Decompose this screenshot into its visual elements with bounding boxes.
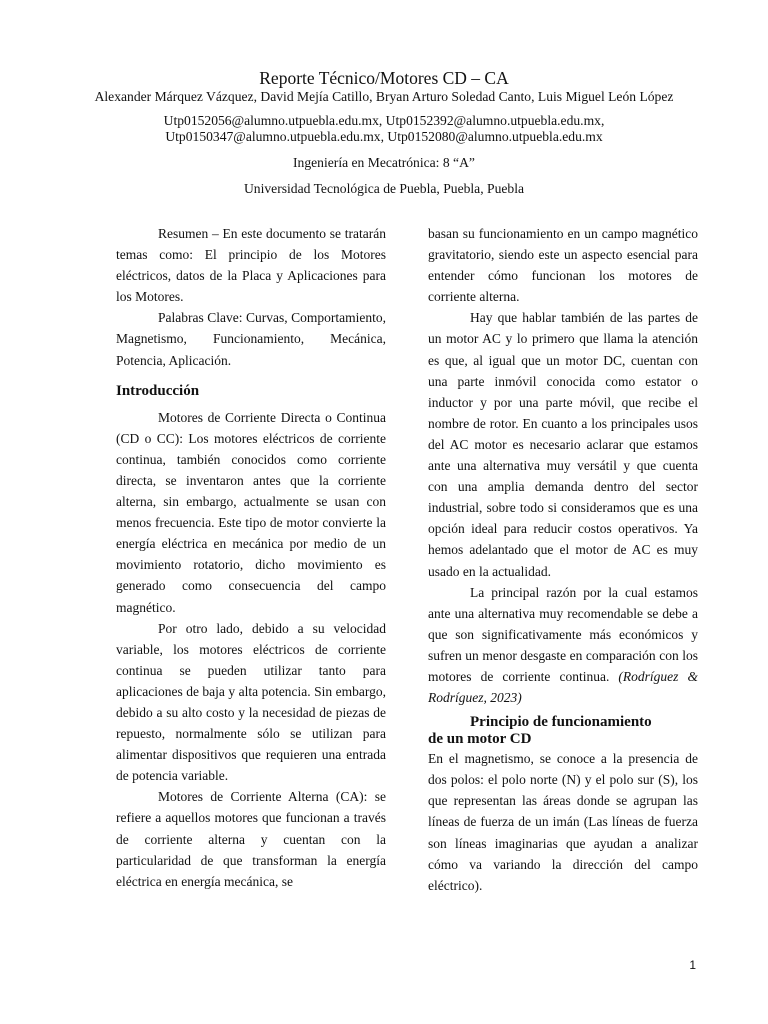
- author-list: Alexander Márquez Vázquez, David Mejía Catillo, Bryan Arturo Soledad Canto, Luis Miguel León López: [94, 89, 674, 104]
- emails-line-1: Utp0152056@alumno.utpuebla.edu.mx, Utp0152392@alumno.utpuebla.edu.mx,: [163, 113, 605, 128]
- right-paragraph-3-text: La principal razón por la cual estamos ante una alternativa muy recomendable se debe a que son significativamente más económicos y sufren un menor desgaste en comparación con los motores de corriente continua.: [428, 584, 698, 684]
- right-paragraph-3: [428, 582, 698, 709]
- left-column: [116, 223, 386, 892]
- right-paragraph-1: basan su funcionamiento en un campo magnético gravitatorio, siendo este un aspecto esencial para entender cómo funcionan los motores de corriente alterna.: [428, 226, 698, 305]
- right-paragraph-4: En el magnetismo, se conoce a la presencia de dos polos: el polo norte (N) y el polo sur (S), los que representan las áreas donde se agrupan las líneas de fuerza de un imán (Las líneas de fuerza son líneas imaginarias que ayudan a analizar cómo va variando la dirección del campo eléctrico).: [428, 751, 698, 893]
- university-line: Universidad Tecnológica de Puebla, Puebla, Puebla: [243, 181, 525, 196]
- paper-header: [40, 68, 728, 197]
- right-paragraph-2: Hay que hablar también de las partes de un motor AC y lo primero que llama la atención es que, al igual que un motor DC, cuentan con una parte inmóvil conocida como estator o inductor y por una parte móvil, que recibe el nombre de rotor. En cuanto a los principales usos del AC motor es necesario aclarar que estamos ante una alternativa muy versátil y que cuenta con una amplia demanda dentro del sector industrial, sobre todo si consideramos que es una opción ideal para reducir costos operativos. Ya hemos adelantado que el motor de AC es muy usado en la actualidad.: [428, 310, 698, 579]
- paper-title: Reporte Técnico/Motores CD – CA: [259, 68, 509, 88]
- principle-heading-line-1: Principio de funcionamiento: [470, 714, 652, 731]
- intro-paragraph-3: Motores de Corriente Alterna (CA): se refiere a aquellos motores que funcionan a través de corriente alterna y cuentan con la particularidad de que transforman la energía eléctrica en energía mecánica, se: [116, 789, 386, 889]
- introduction-heading: Introducción: [116, 382, 200, 399]
- intro-paragraph-2: Por otro lado, debido a su velocidad variable, los motores eléctricos de corriente continua se pueden utilizar tanto para aplicaciones de baja y alta potencia. Sin embargo, debido a su alto costo y la necesidad de piezas de repuesto, normalmente sólo se utilizan para alimentar dispositivos que requieren una entrada de potencia variable.: [116, 620, 386, 784]
- program-line: Ingeniería en Mecatrónica: 8 “A”: [293, 155, 475, 170]
- principle-heading: [428, 714, 698, 748]
- emails-line-2: Utp0150347@alumno.utpuebla.edu.mx, Utp0152080@alumno.utpuebla.edu.mx: [165, 129, 603, 144]
- author-emails: [40, 113, 728, 145]
- right-column: [428, 223, 698, 896]
- principle-heading-line-2: de un motor CD: [428, 731, 532, 748]
- page-number: 1: [689, 958, 696, 972]
- abstract: Resumen – En este documento se tratarán temas como: El principio de los Motores eléctricos, datos de la Placa y Aplicaciones para los Motores.: [116, 226, 386, 305]
- citation: (Rodríguez & Rodríguez, 2023): [428, 668, 698, 706]
- keywords: Palabras Clave: Curvas, Comportamiento, Magnetismo, Funcionamiento, Mecánica, Potencia, Aplicación.: [116, 310, 386, 368]
- intro-paragraph-1: Motores de Corriente Directa o Continua (CD o CC): Los motores eléctricos de corriente continua, también conocidos como corriente directa, se inventaron antes que la corriente alterna, sin embargo, actualmente se usan con menos frecuencia. Este tipo de motor convierte la energía eléctrica en mecánica por medio de un movimiento rotatorio, dicho movimiento es generado como consecuencia del campo magnético.: [116, 409, 386, 615]
